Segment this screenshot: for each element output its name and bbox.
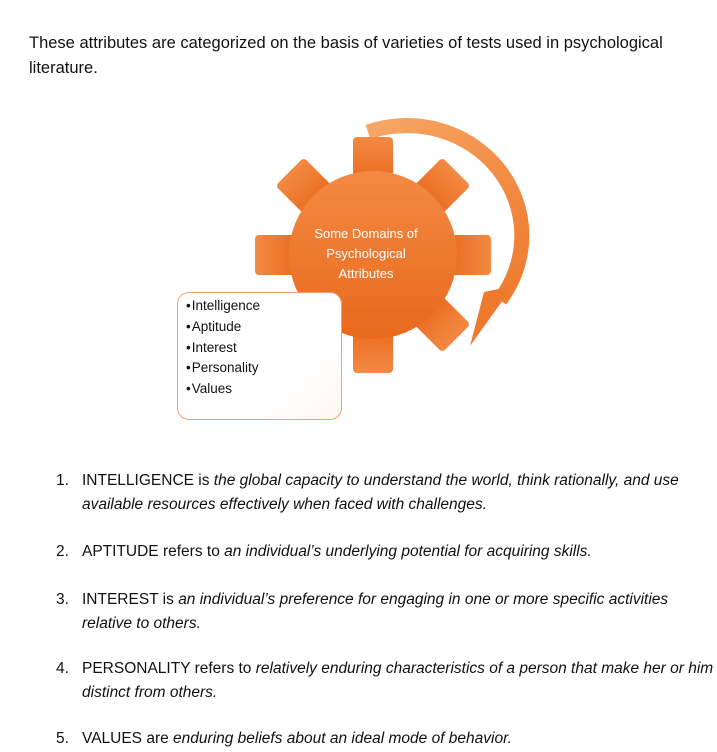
gear-label-line: Psychological: [326, 246, 406, 261]
definition-item: [56, 657, 716, 705]
definition-item: [56, 588, 716, 636]
definition-verb: is: [158, 591, 179, 608]
definition-number: 2.: [56, 543, 69, 560]
definition-term: INTEREST: [82, 591, 159, 608]
definition-verb: refers to: [158, 543, 225, 560]
definition-text: relatively enduring characteristics of a person that make her or him distinct from others.: [82, 660, 714, 701]
attribute-item: • Personality: [186, 358, 260, 379]
definition-term: APTITUDE: [82, 543, 159, 560]
attribute-item: • Interest: [186, 338, 260, 359]
definition-number: 1.: [56, 472, 69, 489]
definition-term: INTELLIGENCE: [82, 472, 194, 489]
definition-verb: are: [142, 730, 174, 747]
attribute-item: • Intelligence: [186, 296, 260, 317]
definition-term: VALUES: [82, 730, 143, 747]
intro-paragraph: These attributes are categorized on the basis of varieties of tests used in psychological literature.: [29, 34, 663, 77]
attribute-item: • Values: [186, 379, 260, 400]
gear-label-line: Attributes: [338, 266, 394, 281]
gear-label-line: Some Domains of: [314, 226, 418, 241]
definition-item: [56, 727, 716, 751]
definition-item: [56, 469, 716, 517]
attribute-item: • Aptitude: [186, 317, 260, 338]
definition-number: 3.: [56, 591, 69, 608]
definition-text: the global capacity to understand the world, think rationally, and use available resources effectively when faced with challenges.: [82, 472, 679, 513]
definition-number: 4.: [56, 660, 69, 677]
definition-number: 5.: [56, 730, 69, 747]
definition-item: [56, 540, 716, 564]
definition-text: enduring beliefs about an ideal mode of behavior.: [173, 730, 512, 747]
definition-term: PERSONALITY: [82, 660, 191, 677]
definition-verb: is: [193, 472, 214, 489]
definition-verb: refers to: [190, 660, 256, 677]
definition-text: an individual’s preference for engaging in one or more specific activities relative to others.: [82, 591, 669, 632]
definition-text: an individual’s underlying potential for acquiring skills.: [224, 543, 592, 560]
